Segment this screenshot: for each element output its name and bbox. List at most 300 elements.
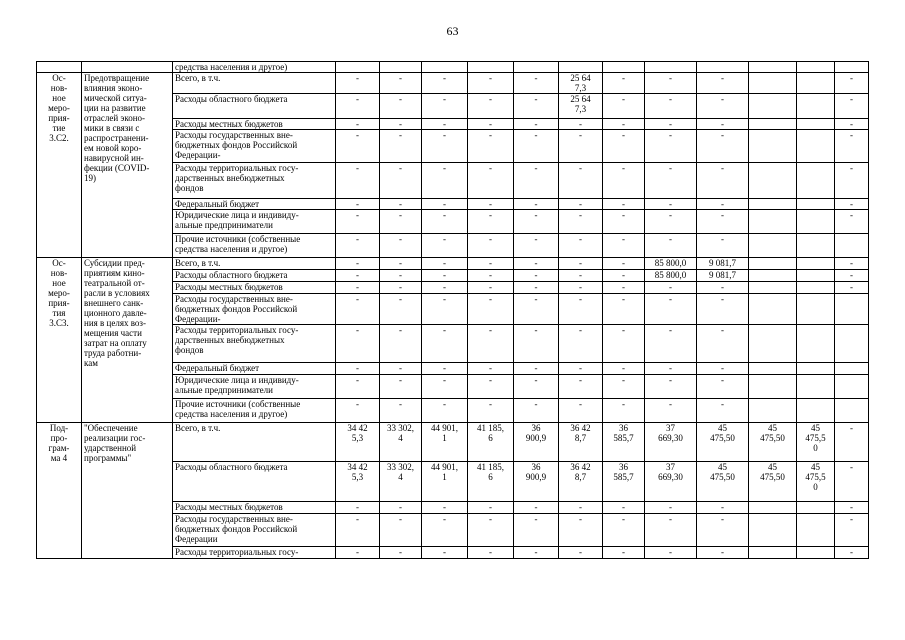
funding-source-cell: Расходы территориальных госу- дарственных внебюджетных фондов (173, 163, 336, 199)
value-cell: - (835, 119, 869, 130)
value-cell (422, 62, 468, 73)
funding-source-cell: Расходы местных бюджетов (173, 502, 336, 514)
value-cell: - (468, 119, 514, 130)
funding-source-cell: Федеральный бюджет (173, 363, 336, 375)
funding-source-cell: Расходы областного бюджета (173, 270, 336, 282)
value-cell: - (422, 514, 468, 547)
value-cell: - (468, 199, 514, 210)
value-cell: - (514, 210, 559, 234)
value-cell: - (336, 399, 380, 423)
value-cell: - (697, 502, 749, 514)
value-cell: - (697, 94, 749, 119)
value-cell (749, 199, 797, 210)
value-cell (336, 62, 380, 73)
value-cell: - (514, 258, 559, 270)
value-cell: - (336, 294, 380, 325)
value-cell: - (336, 163, 380, 199)
value-cell: - (422, 234, 468, 258)
value-cell: - (468, 270, 514, 282)
value-cell: - (559, 282, 603, 294)
value-cell (797, 199, 835, 210)
funding-source-cell: Расходы областного бюджета (173, 94, 336, 119)
value-cell: - (514, 234, 559, 258)
value-cell (468, 62, 514, 73)
funding-source-cell: Юридические лица и индивиду- альные предприниматели (173, 210, 336, 234)
value-cell: - (514, 94, 559, 119)
value-cell (749, 210, 797, 234)
value-cell: - (336, 199, 380, 210)
value-cell: - (380, 73, 422, 94)
value-cell: 41 185, 6 (468, 462, 514, 502)
value-cell: - (835, 462, 869, 502)
value-cell: - (336, 119, 380, 130)
funding-source-cell: Расходы государственных вне- бюджетных фондов Российской Федерации- (173, 130, 336, 163)
value-cell: - (468, 258, 514, 270)
funding-source-cell: Расходы местных бюджетов (173, 282, 336, 294)
funding-source-cell: Расходы территориальных госу- (173, 547, 336, 559)
value-cell (797, 399, 835, 423)
value-cell: - (835, 502, 869, 514)
value-cell: - (336, 258, 380, 270)
funding-source-cell: Всего, в т.ч. (173, 73, 336, 94)
value-cell: - (559, 163, 603, 199)
value-cell: 45 475,50 (749, 423, 797, 462)
value-cell: - (835, 130, 869, 163)
value-cell: - (697, 363, 749, 375)
value-cell: - (603, 199, 645, 210)
value-cell: - (559, 234, 603, 258)
value-cell (797, 73, 835, 94)
value-cell: - (645, 514, 697, 547)
value-cell: - (697, 399, 749, 423)
value-cell: - (514, 375, 559, 399)
value-cell (797, 270, 835, 282)
value-cell: - (422, 270, 468, 282)
value-cell: - (645, 199, 697, 210)
value-cell: - (468, 363, 514, 375)
value-cell: - (603, 294, 645, 325)
value-cell: - (835, 514, 869, 547)
value-cell: - (514, 547, 559, 559)
value-cell: - (422, 119, 468, 130)
value-cell: - (835, 73, 869, 94)
value-cell: - (835, 258, 869, 270)
value-cell: - (514, 130, 559, 163)
value-cell: - (380, 258, 422, 270)
row-title-cell: Субсидии пред- приятиям кино- театральной от- расли в условиях внешнего санк- ционного давле- ния в целях воз- мещения части затрат на оплату труда работни- кам (82, 258, 173, 423)
value-cell (797, 375, 835, 399)
value-cell (835, 294, 869, 325)
table-row (37, 258, 869, 270)
value-cell: - (336, 502, 380, 514)
value-cell: - (697, 130, 749, 163)
value-cell: - (422, 325, 468, 363)
value-cell (797, 258, 835, 270)
value-cell: - (559, 399, 603, 423)
value-cell: - (645, 399, 697, 423)
value-cell: - (468, 514, 514, 547)
value-cell (749, 234, 797, 258)
value-cell: - (514, 199, 559, 210)
value-cell: - (559, 199, 603, 210)
value-cell (797, 234, 835, 258)
value-cell: - (380, 199, 422, 210)
value-cell (749, 163, 797, 199)
value-cell: - (645, 163, 697, 199)
value-cell: - (422, 130, 468, 163)
value-cell: - (697, 325, 749, 363)
value-cell: - (645, 73, 697, 94)
value-cell: - (835, 210, 869, 234)
value-cell: - (645, 234, 697, 258)
value-cell: 33 302, 4 (380, 462, 422, 502)
value-cell: - (514, 502, 559, 514)
value-cell: - (559, 514, 603, 547)
value-cell (797, 62, 835, 73)
value-cell: - (697, 210, 749, 234)
value-cell: 36 900,9 (514, 462, 559, 502)
funding-source-cell: Прочие источники (собственные средства населения и другое) (173, 399, 336, 423)
value-cell: - (603, 325, 645, 363)
funding-source-cell: Всего, в т.ч. (173, 423, 336, 462)
value-cell: - (603, 363, 645, 375)
value-cell: 36 42 8,7 (559, 423, 603, 462)
value-cell: - (697, 163, 749, 199)
value-cell (797, 119, 835, 130)
value-cell: - (336, 375, 380, 399)
value-cell (797, 547, 835, 559)
value-cell: 36 585,7 (603, 462, 645, 502)
value-cell: 33 302, 4 (380, 423, 422, 462)
value-cell: - (336, 73, 380, 94)
value-cell (749, 94, 797, 119)
funding-source-cell: Юридические лица и индивиду- альные предприниматели (173, 375, 336, 399)
value-cell: - (422, 502, 468, 514)
value-cell: - (422, 375, 468, 399)
value-cell: - (559, 258, 603, 270)
value-cell: - (380, 325, 422, 363)
value-cell: 37 669,30 (645, 462, 697, 502)
value-cell: - (645, 375, 697, 399)
value-cell: - (697, 514, 749, 547)
value-cell: - (336, 130, 380, 163)
value-cell: - (422, 210, 468, 234)
value-cell (645, 62, 697, 73)
value-cell: - (336, 210, 380, 234)
value-cell: - (559, 502, 603, 514)
row-title-cell: "Обеспечение реализации гос- ударственной программы" (82, 423, 173, 559)
value-cell: 25 64 7,3 (559, 94, 603, 119)
value-cell: 9 081,7 (697, 270, 749, 282)
value-cell (749, 270, 797, 282)
value-cell: - (468, 282, 514, 294)
value-cell: - (603, 73, 645, 94)
value-cell: - (468, 325, 514, 363)
value-cell: 41 185, 6 (468, 423, 514, 462)
value-cell: - (380, 547, 422, 559)
value-cell: - (559, 294, 603, 325)
value-cell: - (380, 163, 422, 199)
value-cell: - (645, 325, 697, 363)
value-cell: 44 901, 1 (422, 423, 468, 462)
value-cell: - (603, 547, 645, 559)
value-cell (749, 514, 797, 547)
value-cell: - (603, 514, 645, 547)
value-cell: - (697, 234, 749, 258)
value-cell: - (336, 270, 380, 282)
value-cell: - (468, 547, 514, 559)
funding-source-cell: Расходы государственных вне- бюджетных фондов Российской Федерации (173, 514, 336, 547)
value-cell (835, 375, 869, 399)
value-cell: - (514, 325, 559, 363)
value-cell (749, 258, 797, 270)
row-code-cell: Под- про- грам- ма 4 (37, 423, 82, 559)
value-cell: - (645, 130, 697, 163)
value-cell: - (380, 514, 422, 547)
row-code-cell: Ос- нов- ное меро- прия- тия 3.С3. (37, 258, 82, 423)
value-cell: - (380, 282, 422, 294)
value-cell: - (603, 163, 645, 199)
funding-source-cell: Всего, в т.ч. (173, 258, 336, 270)
value-cell: - (559, 363, 603, 375)
value-cell (514, 62, 559, 73)
value-cell: - (645, 294, 697, 325)
value-cell: - (559, 119, 603, 130)
value-cell: 36 585,7 (603, 423, 645, 462)
value-cell: - (559, 325, 603, 363)
value-cell: - (468, 294, 514, 325)
value-cell (749, 399, 797, 423)
value-cell: - (468, 399, 514, 423)
value-cell: - (835, 163, 869, 199)
value-cell (749, 502, 797, 514)
value-cell: - (514, 163, 559, 199)
value-cell (797, 363, 835, 375)
value-cell: - (645, 282, 697, 294)
value-cell (603, 62, 645, 73)
value-cell: - (422, 199, 468, 210)
table-row (37, 62, 869, 73)
value-cell: 45 475,50 (697, 462, 749, 502)
value-cell: - (697, 547, 749, 559)
value-cell: - (603, 119, 645, 130)
value-cell: 45 475,50 (749, 462, 797, 502)
value-cell: - (380, 294, 422, 325)
funding-source-cell: Расходы местных бюджетов (173, 119, 336, 130)
funding-source-cell: средства населения и другое) (173, 62, 336, 73)
value-cell: - (514, 119, 559, 130)
value-cell (835, 325, 869, 363)
value-cell: - (380, 502, 422, 514)
value-cell (749, 73, 797, 94)
value-cell: - (697, 294, 749, 325)
value-cell: 45 475,50 (697, 423, 749, 462)
value-cell: 9 081,7 (697, 258, 749, 270)
value-cell (559, 62, 603, 73)
value-cell: 36 42 8,7 (559, 462, 603, 502)
value-cell: - (559, 375, 603, 399)
value-cell: - (336, 282, 380, 294)
funding-source-cell: Расходы территориальных госу- дарственных внебюджетных фондов (173, 325, 336, 363)
value-cell: - (514, 363, 559, 375)
value-cell: - (380, 94, 422, 119)
value-cell: 34 42 5,3 (336, 462, 380, 502)
value-cell: - (697, 282, 749, 294)
value-cell (749, 547, 797, 559)
value-cell: 34 42 5,3 (336, 423, 380, 462)
value-cell: - (336, 325, 380, 363)
value-cell: - (468, 502, 514, 514)
value-cell: 44 901, 1 (422, 462, 468, 502)
value-cell: - (697, 199, 749, 210)
value-cell (749, 325, 797, 363)
value-cell: - (468, 163, 514, 199)
value-cell: 45 475,5 0 (797, 423, 835, 462)
value-cell (697, 62, 749, 73)
value-cell: - (468, 130, 514, 163)
value-cell (797, 282, 835, 294)
value-cell: - (835, 94, 869, 119)
value-cell: - (603, 234, 645, 258)
budget-table (36, 61, 869, 559)
value-cell: - (380, 210, 422, 234)
value-cell (749, 130, 797, 163)
value-cell: - (835, 423, 869, 462)
value-cell: - (559, 270, 603, 282)
value-cell (835, 234, 869, 258)
value-cell: - (336, 363, 380, 375)
value-cell: - (422, 294, 468, 325)
value-cell: - (697, 119, 749, 130)
value-cell: - (603, 375, 645, 399)
value-cell: - (603, 270, 645, 282)
value-cell: - (835, 282, 869, 294)
value-cell: - (422, 258, 468, 270)
value-cell: - (514, 282, 559, 294)
value-cell: - (468, 73, 514, 94)
value-cell: - (603, 282, 645, 294)
value-cell (749, 375, 797, 399)
value-cell (835, 62, 869, 73)
value-cell: 37 669,30 (645, 423, 697, 462)
value-cell: - (835, 199, 869, 210)
value-cell: - (514, 73, 559, 94)
value-cell: - (380, 234, 422, 258)
value-cell: - (422, 547, 468, 559)
value-cell: - (380, 270, 422, 282)
table-row (37, 73, 869, 94)
value-cell: - (603, 399, 645, 423)
value-cell: - (514, 270, 559, 282)
value-cell: - (468, 234, 514, 258)
row-title-cell (82, 62, 173, 73)
value-cell (797, 514, 835, 547)
value-cell: - (603, 94, 645, 119)
value-cell: - (422, 163, 468, 199)
value-cell (835, 363, 869, 375)
funding-source-cell: Федеральный бюджет (173, 199, 336, 210)
value-cell: 36 900,9 (514, 423, 559, 462)
value-cell: - (380, 375, 422, 399)
value-cell: - (468, 94, 514, 119)
row-code-cell (37, 62, 82, 73)
funding-source-cell: Прочие источники (собственные средства населения и другое) (173, 234, 336, 258)
value-cell: - (336, 514, 380, 547)
value-cell (835, 399, 869, 423)
funding-source-cell: Расходы областного бюджета (173, 462, 336, 502)
value-cell: - (603, 502, 645, 514)
value-cell: - (603, 258, 645, 270)
value-cell: - (645, 94, 697, 119)
row-code-cell: Ос- нов- ное меро- прия- тие 3.С2. (37, 73, 82, 258)
value-cell: - (645, 210, 697, 234)
value-cell: - (645, 119, 697, 130)
value-cell (797, 130, 835, 163)
value-cell: - (645, 547, 697, 559)
value-cell: - (603, 130, 645, 163)
value-cell: - (514, 294, 559, 325)
value-cell: - (336, 94, 380, 119)
value-cell (749, 62, 797, 73)
value-cell: - (559, 130, 603, 163)
value-cell: - (835, 547, 869, 559)
value-cell: - (645, 363, 697, 375)
value-cell: - (468, 375, 514, 399)
value-cell: - (645, 502, 697, 514)
value-cell: - (422, 282, 468, 294)
value-cell: 25 64 7,3 (559, 73, 603, 94)
value-cell: - (835, 270, 869, 282)
value-cell: - (380, 399, 422, 423)
value-cell: 85 800,0 (645, 270, 697, 282)
value-cell: - (514, 399, 559, 423)
table-row (37, 423, 869, 462)
value-cell (797, 163, 835, 199)
value-cell (797, 210, 835, 234)
value-cell: - (380, 363, 422, 375)
value-cell: - (422, 73, 468, 94)
value-cell (797, 94, 835, 119)
value-cell (797, 294, 835, 325)
value-cell: - (422, 399, 468, 423)
row-title-cell: Предотвращение влияния эконо- мической ситуа- ции на развитие отраслей эконо- мики в связи с распространени- ем новой коро- навирусной ин- фекции (COVID- 19) (82, 73, 173, 258)
value-cell: - (380, 130, 422, 163)
value-cell (797, 502, 835, 514)
value-cell (749, 119, 797, 130)
value-cell: 85 800,0 (645, 258, 697, 270)
value-cell: - (422, 363, 468, 375)
value-cell (749, 294, 797, 325)
value-cell: - (336, 234, 380, 258)
value-cell: 45 475,5 0 (797, 462, 835, 502)
value-cell: - (514, 514, 559, 547)
value-cell: - (697, 375, 749, 399)
value-cell (380, 62, 422, 73)
value-cell (749, 363, 797, 375)
value-cell (749, 282, 797, 294)
value-cell: - (336, 547, 380, 559)
page-number: 63 (446, 24, 459, 38)
value-cell: - (559, 547, 603, 559)
value-cell: - (380, 119, 422, 130)
value-cell: - (697, 73, 749, 94)
value-cell: - (603, 210, 645, 234)
value-cell: - (468, 210, 514, 234)
value-cell: - (559, 210, 603, 234)
funding-source-cell: Расходы государственных вне- бюджетных фондов Российской Федерации- (173, 294, 336, 325)
value-cell: - (422, 94, 468, 119)
value-cell (797, 325, 835, 363)
